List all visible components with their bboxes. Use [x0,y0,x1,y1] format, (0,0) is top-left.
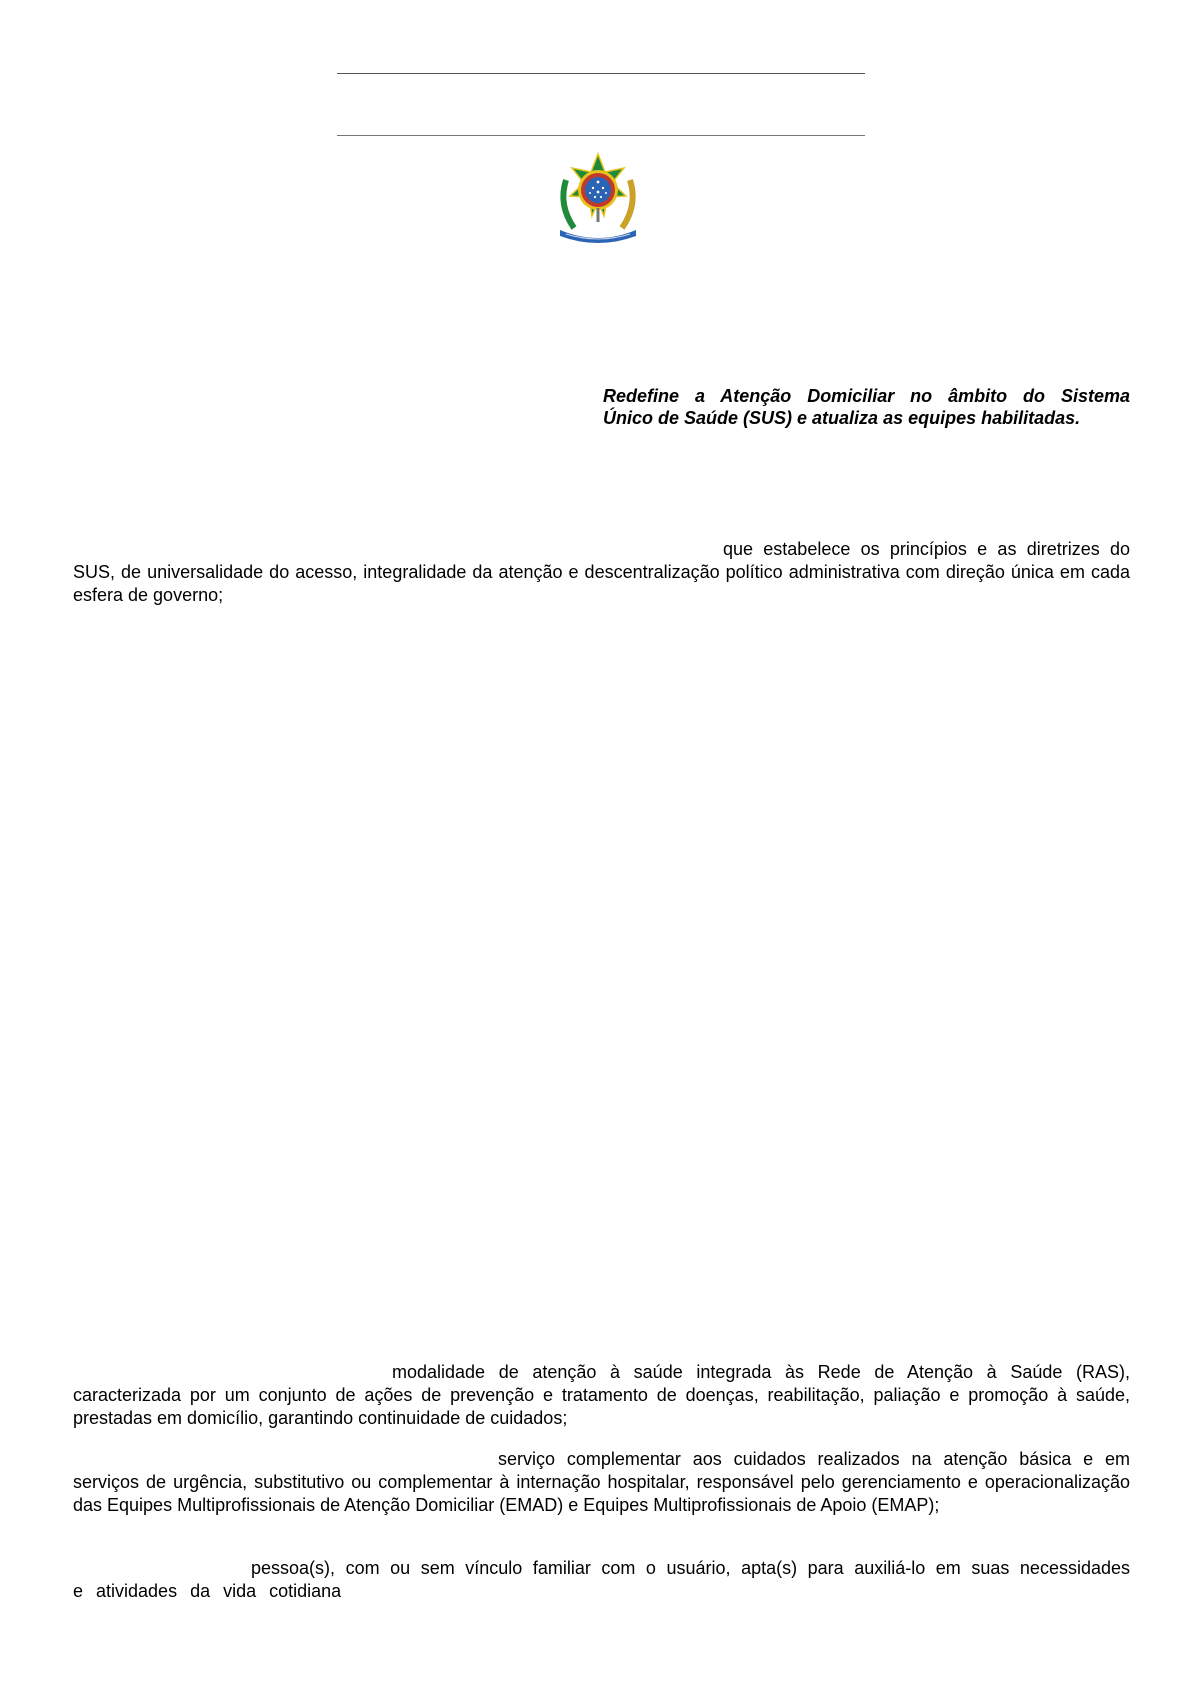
header-rule-top [337,73,865,74]
paragraph-body: caracterizada por um conjunto de ações de prevenção e tratamento de doenças, reabilitação, paliação e promoção à saúde, prestadas em domicílio, garantindo continuidade de cuidados; [73,1385,1130,1428]
paragraph-body: serviços de urgência, substitutivo ou complementar à internação hospitalar, responsável pelo gerenciamento e operacionalização das Equipes Multiprofissionais de Atenção Domiciliar (EMAD) e Equipes Multiprofissionais de Apoio (EMAP); [73,1472,1130,1515]
paragraph-body: e atividades da vida cotidiana [73,1581,342,1601]
ementa [603,385,1130,429]
header-rule-bottom [337,135,865,136]
paragraph-first-line: modalidade de atenção à saúde integrada às Rede de Atenção à Saúde (RAS), [392,1362,1130,1382]
ementa-line-1: Redefine a Atenção Domiciliar no âmbito do Sistema [603,386,1130,406]
paragraph-principios-sus [73,538,1130,607]
paragraph-first-line: serviço complementar aos cuidados realizados na atenção básica e em [498,1449,1130,1469]
paragraph-body: SUS, de universalidade do acesso, integralidade da atenção e descentralização político administrativa com direção única em cada esfera de governo; [73,562,1130,605]
paragraph-first-line: pessoa(s), com ou sem vínculo familiar com o usuário, apta(s) para auxiliá-lo em suas necessidades [251,1558,1130,1578]
paragraph-servico-atencao-domiciliar [73,1448,1130,1517]
ementa-line-2: Único de Saúde (SUS) e atualiza as equipes habilitadas. [603,408,1081,428]
paragraph-cuidador [73,1557,1130,1603]
paragraph-atencao-domiciliar [73,1361,1130,1430]
paragraph-first-line: que estabelece os princípios e as diretrizes do [723,539,1130,559]
brazil-coat-of-arms-icon [552,150,644,246]
